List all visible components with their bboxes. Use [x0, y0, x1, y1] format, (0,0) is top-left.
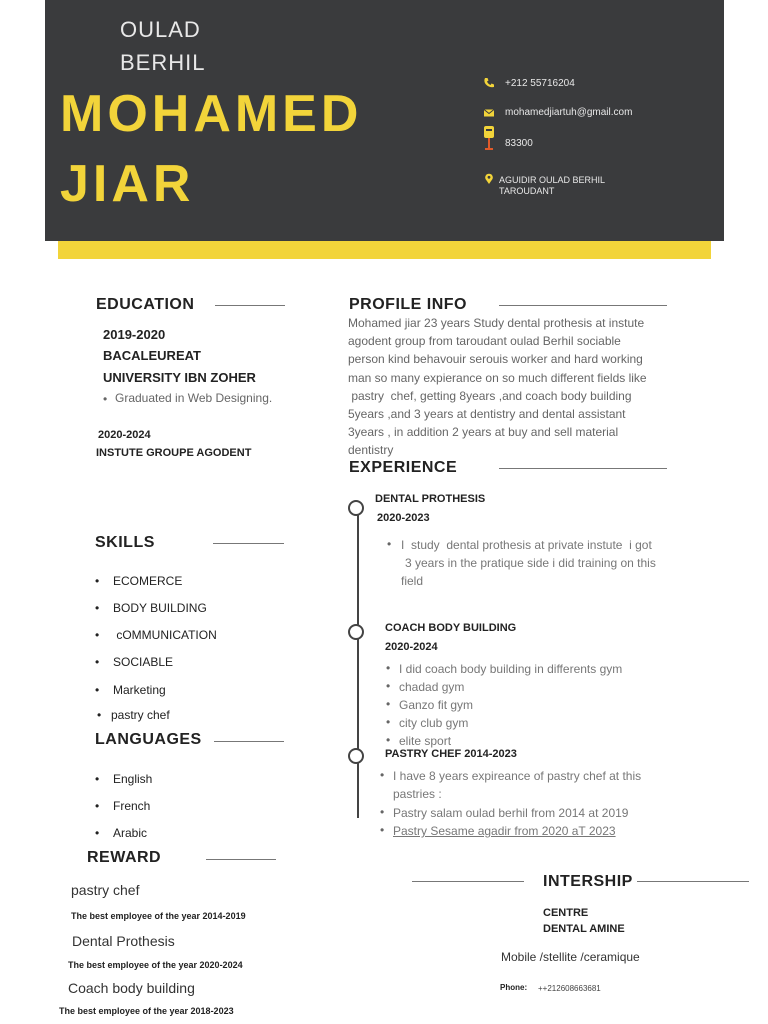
- bullet-dot: •: [380, 768, 385, 782]
- bullet-dot: •: [386, 733, 391, 747]
- reward-rule: [206, 859, 276, 860]
- exp-dental-title: DENTAL PROTHESIS: [375, 493, 486, 505]
- bullet-dot: •: [387, 537, 392, 551]
- experience-rule: [499, 468, 667, 469]
- exp-dental-line: field: [401, 574, 424, 588]
- language-item: Arabic: [113, 826, 148, 840]
- subname-line1: OULAD: [120, 17, 201, 42]
- education-degree: BACALEUREAT: [103, 348, 201, 363]
- languages-rule: [214, 741, 284, 742]
- education-institute: INSTUTE GROUPE AGODENT: [96, 447, 252, 459]
- profile-line: Mohamed jiar 23 years Study dental prothesis at instute: [348, 316, 645, 330]
- education-university: UNIVERSITY IBN ZOHER: [103, 370, 256, 385]
- bullet-dot: •: [97, 708, 102, 722]
- exp-pastry-item: pastries :: [393, 787, 442, 801]
- mailbox-icon: [483, 125, 495, 151]
- language-item: French: [113, 799, 151, 813]
- skill-item: cOMMUNICATION: [113, 628, 217, 642]
- profile-line: man so many expierance on so much different fields like: [348, 370, 647, 385]
- exp-coach-item: chadad gym: [399, 680, 465, 694]
- language-item: English: [113, 772, 153, 786]
- exp-coach-title: COACH BODY BUILDING: [385, 622, 517, 634]
- internship-phone-value: ++212608663681: [538, 984, 601, 993]
- bullet-dot: •: [386, 679, 391, 693]
- phone-text: +212 55716204: [505, 78, 575, 89]
- internship-rule-right: [637, 881, 749, 882]
- bullet-dot: •: [95, 655, 100, 669]
- reward-name: pastry chef: [71, 882, 140, 898]
- timeline-node: [348, 748, 364, 764]
- exp-coach-item: I did coach body building in differents gym: [399, 662, 623, 676]
- name-last: JIAR: [60, 155, 195, 213]
- exp-coach-item: city club gym: [399, 716, 469, 730]
- exp-coach-years: 2020-2024: [385, 641, 438, 653]
- location-pin-icon: [483, 173, 495, 185]
- education-years2: 2020-2024: [98, 429, 151, 441]
- internship-centre-line2: DENTAL AMINE: [543, 923, 625, 935]
- skills-title: SKILLS: [95, 534, 155, 551]
- bullet-dot: •: [103, 392, 108, 406]
- bullet-dot: •: [386, 715, 391, 729]
- name-first: MOHAMED: [60, 85, 363, 143]
- timeline-line: [357, 505, 359, 818]
- skills-rule: [213, 543, 284, 544]
- bullet-dot: •: [380, 805, 385, 819]
- exp-dental-line: 3 years in the pratique side i did training on this: [405, 556, 656, 570]
- timeline-node: [348, 624, 364, 640]
- reward-name: Dental Prothesis: [72, 933, 175, 949]
- skill-item: BODY BUILDING: [113, 601, 207, 615]
- bullet-dot: •: [95, 574, 100, 588]
- experience-title: EXPERIENCE: [349, 459, 458, 476]
- bullet-dot: •: [95, 628, 100, 642]
- internship-title: INTERSHIP: [543, 873, 633, 890]
- exp-pastry-link[interactable]: Pastry Sesame agadir from 2020 aT 2023: [393, 824, 616, 838]
- exp-pastry-title: PASTRY CHEF 2014-2023: [385, 748, 517, 760]
- reward-title: REWARD: [87, 849, 162, 866]
- education-title: EDUCATION: [96, 296, 195, 313]
- internship-work: Mobile /stellite /ceramique: [501, 950, 640, 964]
- education-years1: 2019-2020: [103, 327, 166, 342]
- reward-desc: The best employee of the year 2014-2019: [71, 911, 246, 921]
- profile-line: 3years , in addition 2 years at buy and sell material: [348, 425, 619, 440]
- exp-pastry-item: Pastry salam oulad berhil from 2014 at 2019: [393, 806, 629, 820]
- languages-title: LANGUAGES: [95, 731, 202, 748]
- skill-item: ECOMERCE: [113, 574, 183, 588]
- skill-item: Marketing: [113, 683, 166, 697]
- timeline-node: [348, 500, 364, 516]
- postal-text: 83300: [505, 138, 533, 149]
- reward-name: Coach body building: [68, 980, 195, 996]
- email-text: mohamedjiartuh@gmail.com: [505, 107, 633, 118]
- bullet-dot: •: [95, 772, 100, 786]
- profile-line: agodent group from taroudant oulad Berhil sociable: [348, 334, 621, 349]
- phone-icon: [483, 77, 495, 89]
- exp-pastry-item: I have 8 years expireance of pastry chef at this: [393, 769, 642, 783]
- internship-phone-label: Phone:: [500, 983, 528, 992]
- address-line1: AGUIDIR OULAD BERHIL: [499, 175, 606, 185]
- education-bullet: Graduated in Web Designing.: [115, 391, 273, 405]
- bullet-dot: •: [95, 601, 100, 615]
- internship-rule-left: [412, 881, 524, 882]
- internship-centre-line1: CENTRE: [543, 907, 589, 919]
- bullet-dot: •: [380, 823, 385, 837]
- profile-line: dentistry: [348, 443, 394, 458]
- bullet-dot: •: [386, 661, 391, 675]
- profile-line: person kind behavouir serouis worker and hard working: [348, 352, 643, 367]
- subname-line2: BERHIL: [120, 50, 206, 75]
- bullet-dot: •: [386, 697, 391, 711]
- profile-line: pastry chef, getting 8years ,and coach body building: [348, 388, 632, 403]
- exp-dental-line: I study dental prothesis at private instute i got: [401, 538, 652, 552]
- profile-rule: [499, 305, 667, 306]
- reward-desc: The best employee of the year 2020-2024: [68, 960, 243, 970]
- accent-bar: [58, 241, 711, 259]
- envelope-icon: [483, 107, 495, 119]
- education-rule: [215, 305, 285, 306]
- skill-item: pastry chef: [111, 708, 170, 722]
- exp-coach-item: elite sport: [399, 734, 452, 748]
- exp-dental-years: 2020-2023: [377, 512, 430, 524]
- reward-desc: The best employee of the year 2018-2023: [59, 1006, 234, 1016]
- bullet-dot: •: [95, 826, 100, 840]
- profile-line: 5years ,and 3 years at dentistry and dental assistant: [348, 407, 626, 422]
- profile-paragraph: [348, 314, 673, 460]
- exp-coach-item: Ganzo fit gym: [399, 698, 474, 712]
- profile-title: PROFILE INFO: [349, 296, 467, 313]
- address-line2: TAROUDANT: [499, 186, 555, 196]
- skill-item: SOCIABLE: [113, 655, 174, 669]
- bullet-dot: •: [95, 799, 100, 813]
- bullet-dot: •: [95, 683, 100, 697]
